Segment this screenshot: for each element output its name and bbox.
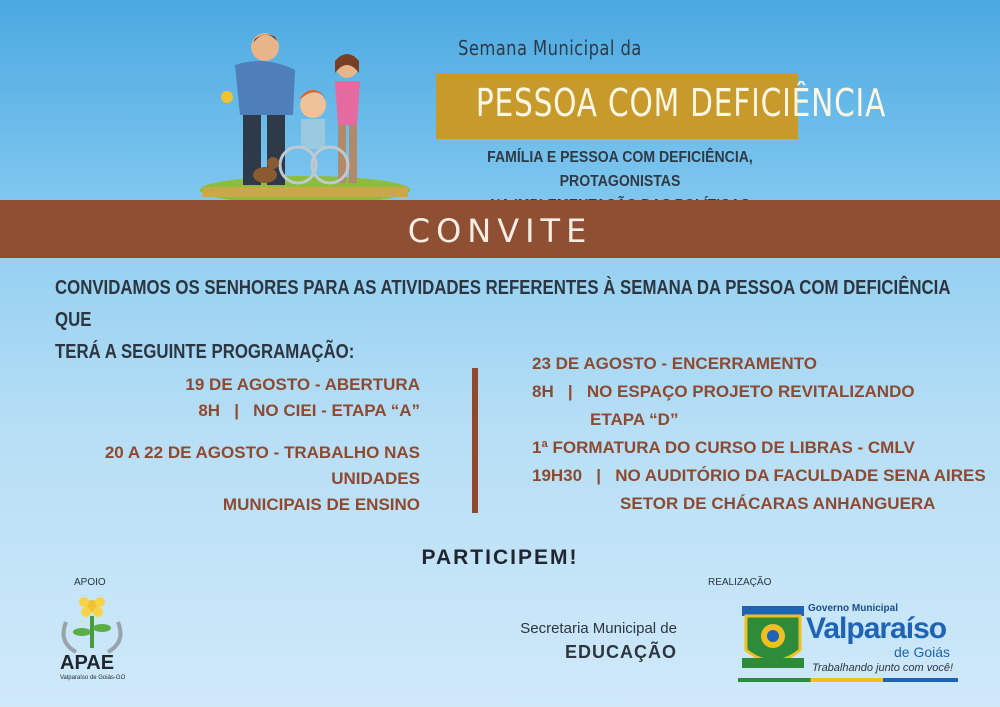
city-name: Valparaíso xyxy=(806,612,947,645)
title-banner xyxy=(436,73,887,139)
closing-title: 23 DE AGOSTO - ENCERRAMENTO xyxy=(532,354,817,373)
city-state: de Goiás xyxy=(894,644,951,660)
brand-underline xyxy=(738,678,958,682)
family-illustration xyxy=(195,25,420,215)
realizacao-label: REALIZAÇÃO xyxy=(708,577,772,588)
schedule-item-opening xyxy=(40,372,420,424)
call-to-action: PARTICIPEM! xyxy=(421,546,579,569)
city-crest-icon xyxy=(738,600,808,676)
closing-line-1: 8H | NO ESPAÇO PROJETO REVITALIZANDO xyxy=(532,382,915,401)
apae-name: APAE xyxy=(60,652,115,674)
apae-subtitle: Valparaíso de Goiás-GO xyxy=(60,675,126,681)
closing-line-4: 19H30 | NO AUDITÓRIO DA FACULDADE SENA AIRES xyxy=(532,466,986,485)
schedule-left-column xyxy=(40,372,420,534)
schedule-item-work xyxy=(40,440,420,518)
closing-line-5: SETOR DE CHÁCARAS ANHANGUERA xyxy=(620,494,936,513)
apoio-label: APOIO xyxy=(74,577,106,588)
gov-label: Governo Municipal xyxy=(808,603,899,614)
column-divider xyxy=(472,368,478,513)
schedule-item-detail: MUNICIPAIS DE ENSINO xyxy=(222,495,420,514)
schedule-item-title: 20 A 22 DE AGOSTO - TRABALHO NAS UNIDADES xyxy=(104,443,420,488)
secretaria-line-1: Secretaria Municipal de xyxy=(520,620,677,637)
schedule-item-detail: 8H | NO CIEI - ETAPA “A” xyxy=(198,401,420,420)
closing-line-2: ETAPA “D” xyxy=(590,410,679,429)
title-main: PESSOA COM DEFICIÊNCIA xyxy=(475,81,887,125)
schedule-item-title: 19 DE AGOSTO - ABERTURA xyxy=(185,375,420,394)
closing-line-3: 1ª FORMATURA DO CURSO DE LIBRAS - CMLV xyxy=(532,438,915,457)
apae-flower-logo xyxy=(56,592,128,656)
schedule-right-column xyxy=(532,350,986,518)
secretaria-line-2: EDUCAÇÃO xyxy=(564,642,677,662)
invite-band xyxy=(0,200,1000,258)
intro-line-2: TERÁ A SEGUINTE PROGRAMAÇÃO: xyxy=(55,341,355,363)
city-slogan: Trabalhando junto com você! xyxy=(812,662,954,674)
title-top: Semana Municipal da xyxy=(458,36,642,60)
tagline-line-1: FAMÍLIA E PESSOA COM DEFICIÊNCIA, PROTAGONISTAS xyxy=(487,149,753,190)
invite-label: CONVITE xyxy=(407,212,593,250)
intro-line-1: CONVIDAMOS OS SENHORES PARA AS ATIVIDADES REFERENTES À SEMANA DA PESSOA COM DEFICIÊNCIA QUE xyxy=(55,277,950,331)
